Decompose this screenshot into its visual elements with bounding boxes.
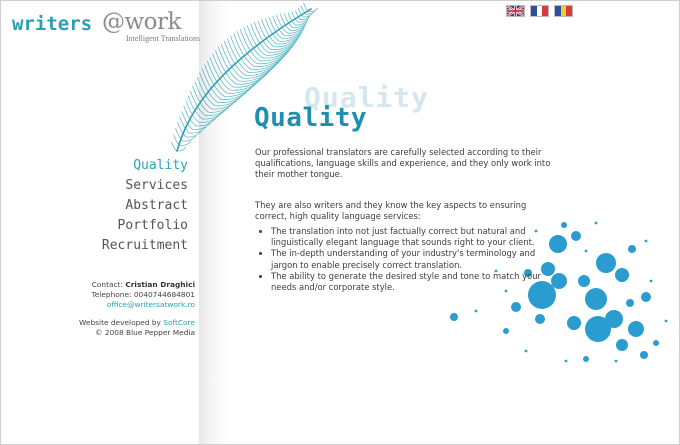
nav-item-portfolio[interactable]: Portfolio — [117, 218, 188, 233]
list-item: • The ability to generate the desired style and tone to match your needs and/or corporate style. — [271, 271, 555, 293]
ghost-title: Quality — [304, 81, 430, 114]
logo-word-writers: writers — [12, 13, 93, 35]
uk-flag-icon[interactable] — [506, 5, 525, 17]
main-content — [255, 147, 555, 293]
contact-name: Cristian Draghici — [125, 280, 195, 289]
nav-item-quality[interactable]: Quality — [133, 158, 188, 173]
phone-line — [91, 290, 195, 300]
copyright-text: © 2008 Blue Pepper Media — [95, 328, 195, 337]
list-item: • The translation into not just factually correct but natural and linguistically elegant language that sounds right to your client. — [271, 226, 555, 248]
nav-item-services[interactable]: Services — [125, 178, 188, 193]
page-title: Quality — [254, 103, 368, 133]
contact-line — [91, 280, 195, 290]
email-line — [91, 300, 195, 310]
phone-label: Telephone: — [91, 290, 132, 299]
developer-line — [79, 318, 195, 328]
list-item: • The in-depth understanding of your industry's terminology and jargon to enable precisely correct translation. — [271, 248, 555, 270]
writers-paragraph: They are also writers and they know the key aspects to ensuring correct, high quality language services: — [255, 199, 527, 221]
nav-item-abstract[interactable]: Abstract — [125, 198, 188, 213]
nav-item-recruitment[interactable]: Recruitment — [101, 238, 188, 253]
romania-flag-icon[interactable] — [554, 5, 573, 17]
contact-block — [91, 280, 195, 310]
developer-link[interactable]: SoftCore — [163, 318, 195, 327]
phone-number: 0040744684801 — [133, 290, 195, 299]
logo-tagline: Intelligent Translations — [126, 34, 200, 43]
logo-word-atwork: @work — [102, 9, 181, 35]
quality-list — [255, 226, 555, 293]
intro-paragraph: Our professional translators are carefully selected according to their qualifications, language skills and experience, and they only work into their mother tongue. — [255, 147, 551, 180]
contact-label: Contact: — [91, 280, 123, 289]
credits-block — [79, 318, 195, 338]
france-flag-icon[interactable] — [530, 5, 549, 17]
email-link[interactable]: office@writersatwork.ro — [106, 300, 195, 309]
main-nav — [102, 156, 188, 256]
developed-label: Website developed by — [79, 318, 161, 327]
